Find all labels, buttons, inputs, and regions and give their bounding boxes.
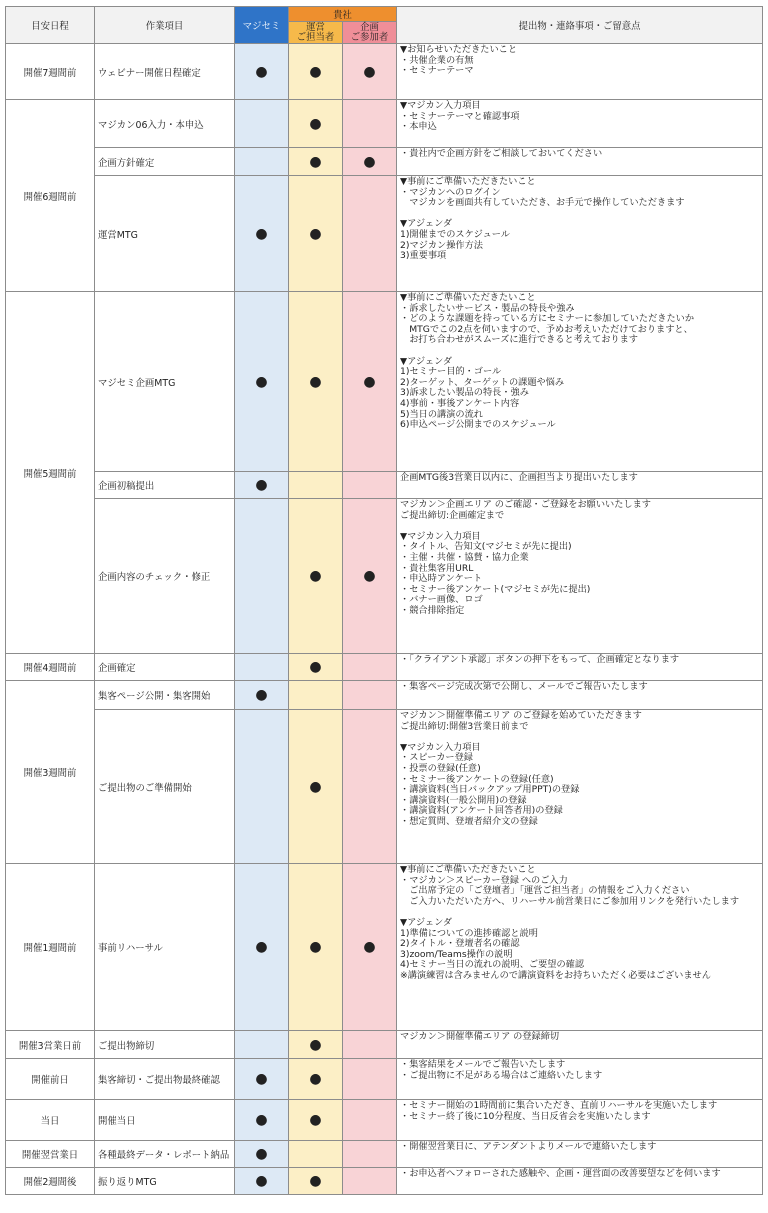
phase-cell: 当日 <box>6 1100 95 1141</box>
planner-mark-cell <box>343 1059 397 1100</box>
planner-mark-cell <box>343 292 397 472</box>
notes-cell: ・貴社内で企画方針をご相談しておいてください <box>397 148 763 176</box>
dot-icon: ● <box>309 115 322 132</box>
header-majisemi: マジセミ <box>235 7 289 44</box>
notes-cell: ・集客結果をメールでご報告いたします ・ご提出物に不足がある場合はご連絡いたします <box>397 1059 763 1100</box>
task-cell: マジカン06入力・本申込 <box>95 100 235 148</box>
planner-mark-cell <box>343 710 397 864</box>
planner-mark-cell <box>343 148 397 176</box>
dot-icon: ● <box>255 1071 268 1087</box>
operator-mark-cell <box>289 1059 343 1100</box>
operator-mark-cell <box>289 1100 343 1141</box>
dot-icon: ● <box>363 153 376 170</box>
header-notes: 提出物・連絡事項・ご留意点 <box>397 7 763 44</box>
table-row <box>6 1141 763 1168</box>
table-row <box>6 499 763 654</box>
dot-icon: ● <box>309 1112 322 1128</box>
planner-mark-cell <box>343 499 397 654</box>
table-row <box>6 148 763 176</box>
operator-mark-cell <box>289 681 343 710</box>
task-cell: 運営MTG <box>95 176 235 292</box>
task-cell: 集客ページ公開・集客開始 <box>95 681 235 710</box>
phase-cell: 開催3週間前 <box>6 681 95 864</box>
task-cell: ご提出物締切 <box>95 1031 235 1059</box>
header-task: 作業項目 <box>95 7 235 44</box>
operator-mark-cell <box>289 864 343 1031</box>
notes-cell: マジカン＞企画エリア のご確認・ご登録をお願いいたします ご提出締切:企画確定まで ▼マジカン入力項目 ・タイトル、告知文(マジセミが先に提出) ・主催・共催・協賛・協力企業 ・貴社集客用URL ・申込時アンケート ・セミナー後アンケート(マジセミが先に提出) ・バナー画像、ロゴ ・競合排除指定 <box>397 499 763 654</box>
task-cell: 開催当日 <box>95 1100 235 1141</box>
dot-icon: ● <box>309 1071 322 1087</box>
planner-mark-cell <box>343 681 397 710</box>
phase-cell: 開催3営業日前 <box>6 1031 95 1059</box>
majisemi-mark-cell <box>235 176 289 292</box>
table-row <box>6 681 763 710</box>
planner-mark-cell <box>343 864 397 1031</box>
dot-icon: ● <box>363 63 376 80</box>
majisemi-mark-cell <box>235 499 289 654</box>
phase-cell: 開催前日 <box>6 1059 95 1100</box>
phase-cell: 開催5週間前 <box>6 292 95 654</box>
operator-mark-cell <box>289 710 343 864</box>
majisemi-mark-cell <box>235 1100 289 1141</box>
majisemi-mark-cell <box>235 864 289 1031</box>
task-cell: 企画初稿提出 <box>95 472 235 499</box>
notes-cell: マジカン＞開催準備エリア の登録締切 <box>397 1031 763 1059</box>
header-planner: 企画 ご参加者 <box>343 22 397 44</box>
dot-icon: ● <box>309 778 322 795</box>
majisemi-mark-cell <box>235 44 289 100</box>
table-row <box>6 1031 763 1059</box>
dot-icon: ● <box>255 1146 268 1162</box>
table-row <box>6 292 763 472</box>
planner-mark-cell <box>343 1141 397 1168</box>
table-row <box>6 44 763 100</box>
dot-icon: ● <box>309 939 322 955</box>
table-row <box>6 472 763 499</box>
phase-cell: 開催1週間前 <box>6 864 95 1031</box>
notes-cell: ▼事前にご準備いただきたいこと ・マジカンへのログイン マジカンを画面共有していただき、お手元で操作していただきます ▼アジェンダ 1)開催までのスケジュール 2)マジカン操作方法 3)重要事項 <box>397 176 763 292</box>
majisemi-mark-cell <box>235 1141 289 1168</box>
dot-icon: ● <box>309 1036 322 1053</box>
majisemi-mark-cell <box>235 1168 289 1195</box>
majisemi-mark-cell <box>235 292 289 472</box>
phase-cell: 開催4週間前 <box>6 654 95 681</box>
table-row <box>6 1059 763 1100</box>
task-cell: 集客締切・ご提出物最終確認 <box>95 1059 235 1100</box>
dot-icon: ● <box>363 568 376 584</box>
task-cell: 振り返りMTG <box>95 1168 235 1195</box>
header-phase: 目安日程 <box>6 7 95 44</box>
notes-cell: 企画MTG後3営業日以内に、企画担当より提出いたします <box>397 472 763 499</box>
phase-cell: 開催7週間前 <box>6 44 95 100</box>
table-row <box>6 100 763 148</box>
planner-mark-cell <box>343 1031 397 1059</box>
majisemi-mark-cell <box>235 1059 289 1100</box>
dot-icon: ● <box>309 659 322 675</box>
table-row <box>6 176 763 292</box>
operator-mark-cell <box>289 176 343 292</box>
notes-cell: ▼事前にご準備いただきたいこと ・訴求したいサービス・製品の特長や強み ・どのような課題を持っている方にセミナーに参加していただきたいか MTGでこの2点を伺いますので、予めお考えいただけておりますと、 お打ち合わせがスムーズに進行できると考えております ▼アジェンダ 1)セミナー目的・ゴール 2)ターゲット、ターゲットの課題や悩み 3)訴求したい製品の特長・強み 4)事前・事後アンケート内容 5)当日の講演の流れ 6)申込ページ公開までのスケジュール <box>397 292 763 472</box>
dot-icon: ● <box>309 153 322 170</box>
dot-icon: ● <box>363 939 376 955</box>
dot-icon: ● <box>309 568 322 584</box>
majisemi-mark-cell <box>235 710 289 864</box>
majisemi-mark-cell <box>235 148 289 176</box>
header-company: 貴社 <box>289 7 397 22</box>
notes-cell: マジカン＞開催準備エリア のご登録を始めていただきます ご提出締切:開催3営業日前まで ▼マジカン入力項目 ・スピーカー登録 ・投票の登録(任意) ・セミナー後アンケートの登録(任意) ・講演資料(当日バックアップ用PPT)の登録 ・講演資料(一般公開用)の登録 ・講演資料(アンケート回答者用)の登録 ・想定質問、登壇者紹介文の登録 <box>397 710 763 864</box>
task-cell: マジセミ企画MTG <box>95 292 235 472</box>
dot-icon: ● <box>255 373 268 390</box>
task-cell: 企画内容のチェック・修正 <box>95 499 235 654</box>
task-cell: 各種最終データ・レポート納品 <box>95 1141 235 1168</box>
operator-mark-cell <box>289 44 343 100</box>
dot-icon: ● <box>363 373 376 390</box>
dot-icon: ● <box>255 1112 268 1128</box>
notes-cell: ・「クライアント承認」ボタンの押下をもって、企画確定となります <box>397 654 763 681</box>
task-cell: ウェビナー開催日程確定 <box>95 44 235 100</box>
planner-mark-cell <box>343 1168 397 1195</box>
dot-icon: ● <box>309 63 322 80</box>
notes-cell: ・セミナー開始の1時間前に集合いただき、直前リハーサルを実施いたします ・セミナー終了後に10分程度、当日反省会を実施いたします <box>397 1100 763 1141</box>
majisemi-mark-cell <box>235 1031 289 1059</box>
task-cell: 事前リハーサル <box>95 864 235 1031</box>
majisemi-mark-cell <box>235 654 289 681</box>
schedule-table <box>5 6 763 1195</box>
planner-mark-cell <box>343 44 397 100</box>
majisemi-mark-cell <box>235 100 289 148</box>
table-row <box>6 864 763 1031</box>
phase-cell: 開催2週間後 <box>6 1168 95 1195</box>
phase-cell: 開催6週間前 <box>6 100 95 292</box>
table-row <box>6 710 763 864</box>
table-row <box>6 654 763 681</box>
task-cell: ご提出物のご準備開始 <box>95 710 235 864</box>
operator-mark-cell <box>289 148 343 176</box>
planner-mark-cell <box>343 1100 397 1141</box>
notes-cell: ▼お知らせいただきたいこと ・共催企業の有無 ・セミナーテーマ <box>397 44 763 100</box>
task-cell: 企画方針確定 <box>95 148 235 176</box>
header-operator: 運営 ご担当者 <box>289 22 343 44</box>
dot-icon: ● <box>255 63 268 80</box>
notes-cell: ・お申込者へフォローされた感触や、企画・運営面の改善要望などを伺います <box>397 1168 763 1195</box>
table-row <box>6 1100 763 1141</box>
dot-icon: ● <box>255 477 268 493</box>
dot-icon: ● <box>309 373 322 390</box>
planner-mark-cell <box>343 176 397 292</box>
operator-mark-cell <box>289 654 343 681</box>
operator-mark-cell <box>289 1031 343 1059</box>
dot-icon: ● <box>255 1173 268 1189</box>
operator-mark-cell <box>289 1168 343 1195</box>
dot-icon: ● <box>255 225 268 242</box>
planner-mark-cell <box>343 654 397 681</box>
notes-cell: ▼事前にご準備いただきたいこと ・マジカン＞スピーカー登録 へのご入力 ご出席予定の「ご登壇者」「運営ご担当者」の情報をご入力ください ご入力いただいた方へ、リハーサル前営業日にご参加用リンクを発行いたします ▼アジェンダ 1)準備についての進捗確認と説明 2)タイトル・登壇者名の確認 3)zoom/Teams操作の説明 4)セミナー当日の流れの説明、ご要望の確認 ※講演練習は含みませんので講演資料をお持ちいただく必要はございません <box>397 864 763 1031</box>
table-row <box>6 1168 763 1195</box>
dot-icon: ● <box>309 225 322 242</box>
notes-cell: ・開催翌営業日に、アテンダントよりメールで連絡いたします <box>397 1141 763 1168</box>
dot-icon: ● <box>255 687 268 703</box>
task-cell: 企画確定 <box>95 654 235 681</box>
operator-mark-cell <box>289 100 343 148</box>
phase-cell: 開催翌営業日 <box>6 1141 95 1168</box>
notes-cell: ▼マジカン入力項目 ・セミナーテーマと確認事項 ・本申込 <box>397 100 763 148</box>
operator-mark-cell <box>289 1141 343 1168</box>
operator-mark-cell <box>289 499 343 654</box>
notes-cell: ・集客ページ完成次第で公開し、メールでご報告いたします <box>397 681 763 710</box>
dot-icon: ● <box>255 939 268 955</box>
majisemi-mark-cell <box>235 472 289 499</box>
schedule-body <box>6 44 763 1195</box>
dot-icon: ● <box>309 1173 322 1189</box>
operator-mark-cell <box>289 292 343 472</box>
operator-mark-cell <box>289 472 343 499</box>
majisemi-mark-cell <box>235 681 289 710</box>
planner-mark-cell <box>343 100 397 148</box>
planner-mark-cell <box>343 472 397 499</box>
